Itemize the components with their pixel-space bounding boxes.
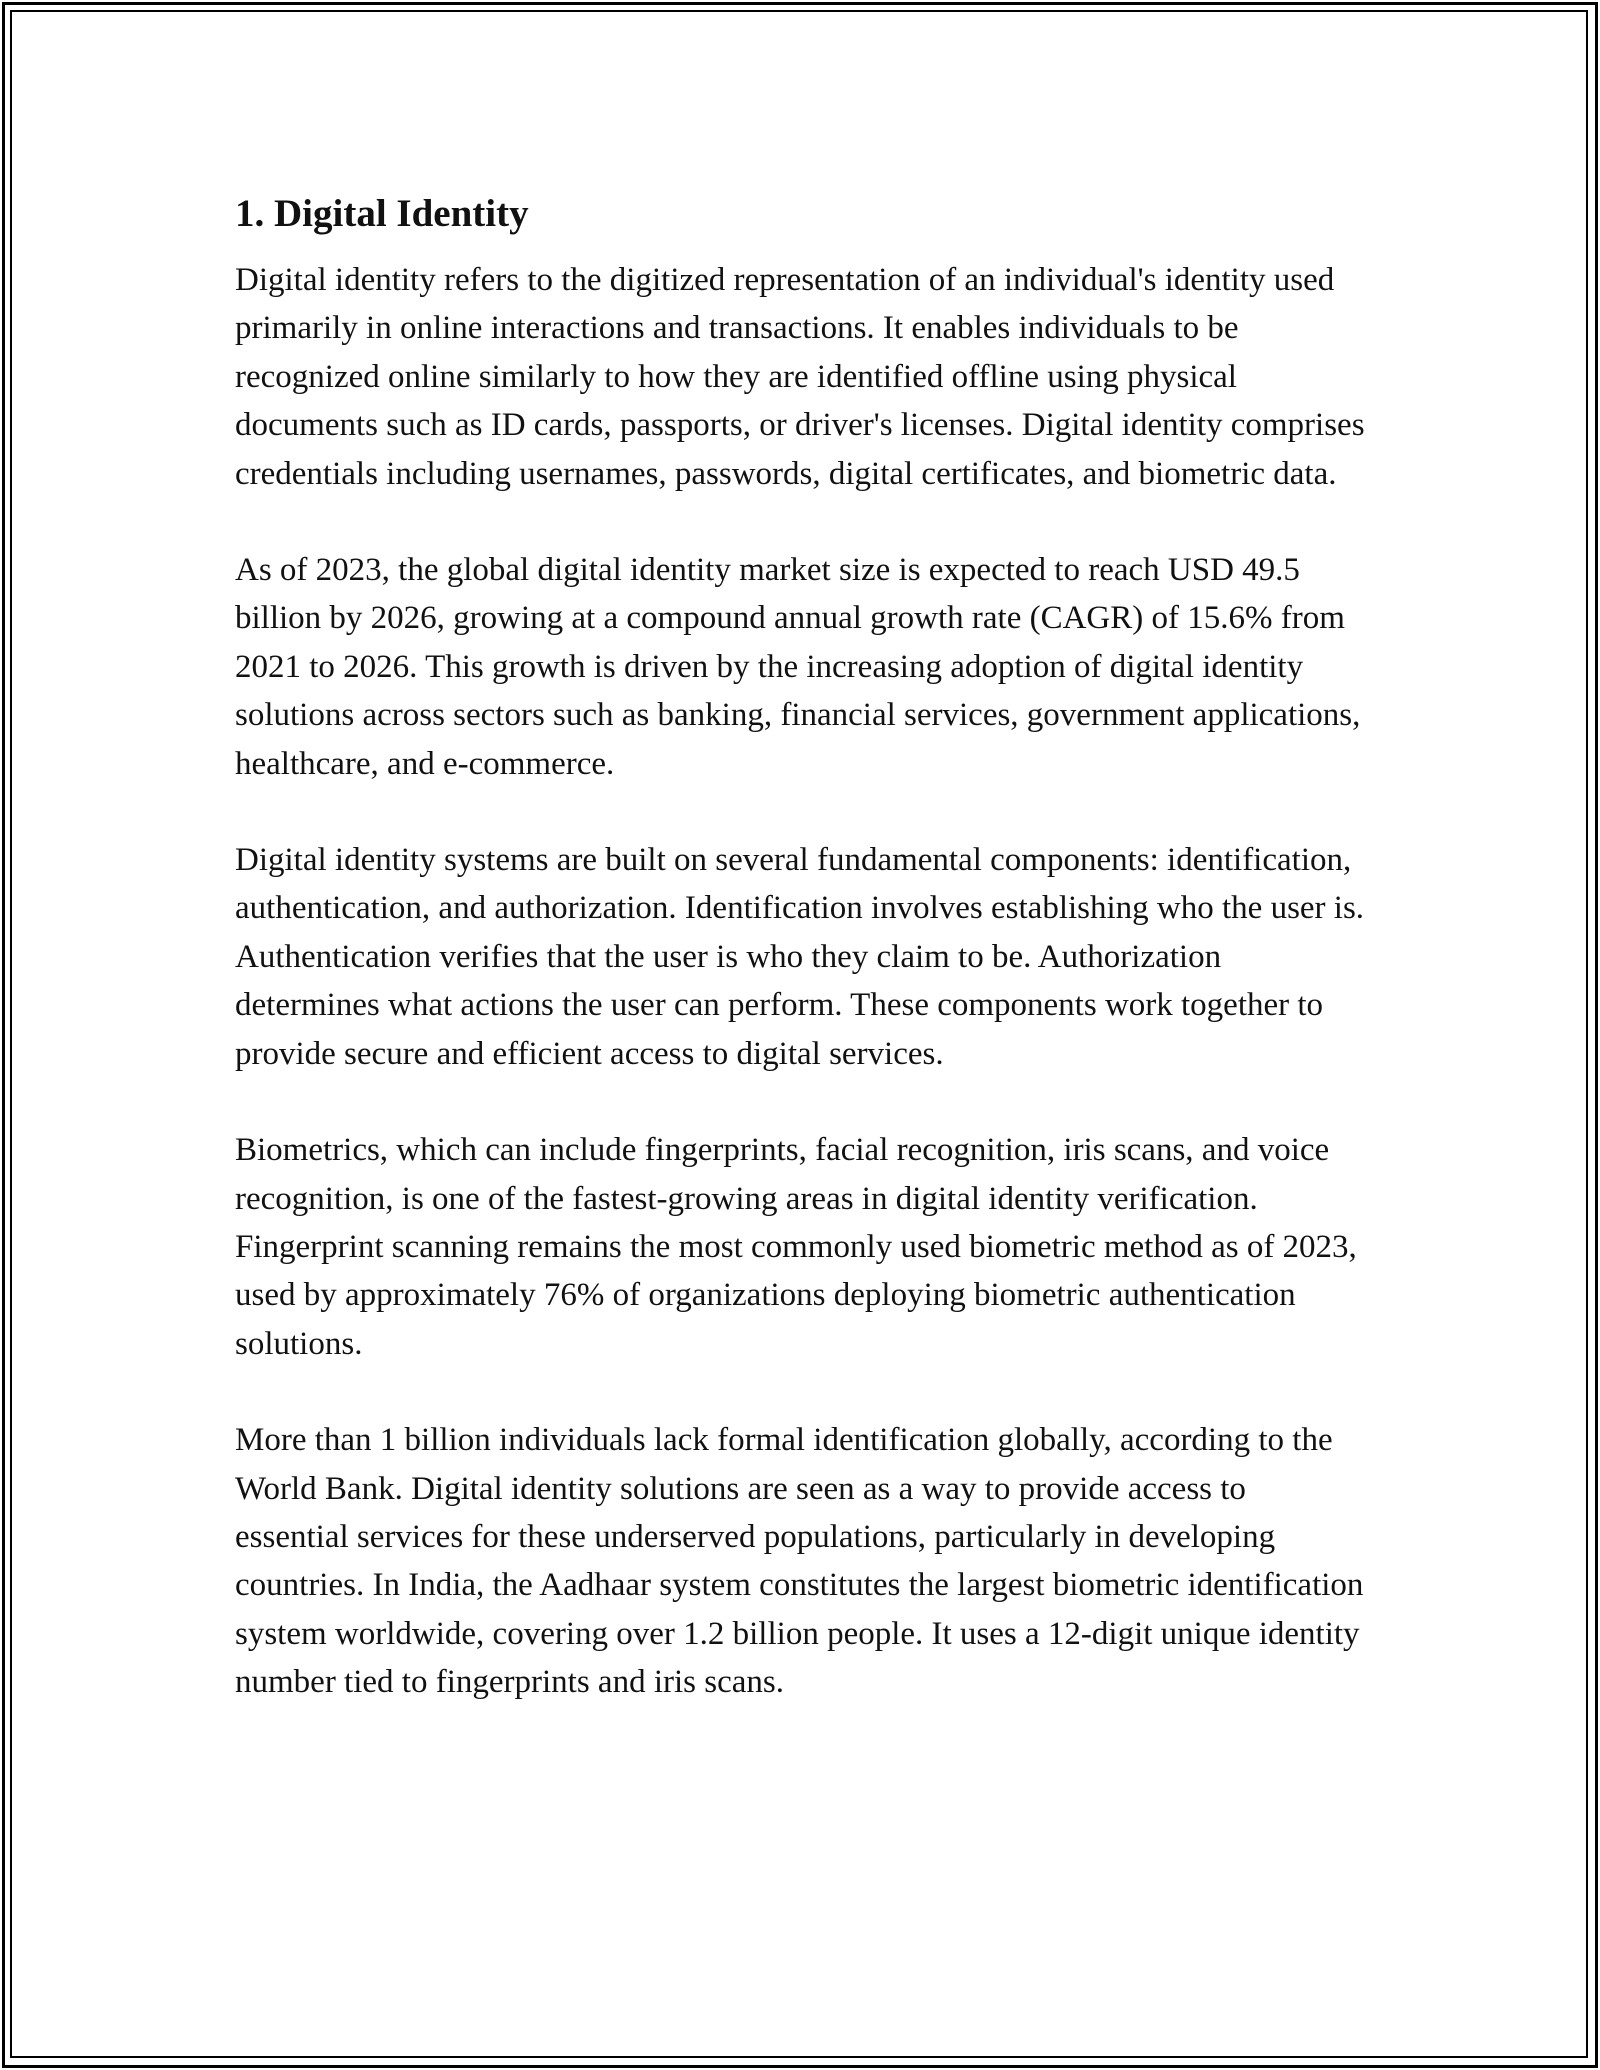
paragraph-components: Digital identity systems are built on several fundamental components: identification, authentication, and authorization. Identification involves establishing who the user is. Authentication verifies that the user is who they claim to be. Authorization determines what actions the user can perform. These components work together to provide secure and efficient access to digital services.: [235, 842, 1365, 1072]
paragraph-market-size: As of 2023, the global digital identity market size is expected to reach USD 49.5 billion by 2026, growing at a compound annual growth rate (CAGR) of 15.6% from 2021 to 2026. This growth is driven by the increasing adoption of digital identity solutions across sectors such as banking, financial services, government applications, healthcare, and e-commerce.: [235, 552, 1361, 782]
section-heading: 1. Digital Identity: [235, 192, 529, 235]
paragraph-definition: Digital identity refers to the digitized representation of an individual's identity used primarily in online interactions and transactions. It enables individuals to be recognized online similarly to how they are identified offline using physical documents such as ID cards, passports, or driver's licenses. Digital identity comprises credentials including usernames, passwords, digital certificates, and biometric data.: [235, 262, 1365, 492]
paragraph-inclusion: More than 1 billion individuals lack formal identification globally, according to the World Bank. Digital identity solutions are seen as a way to provide access to essential services for these underserved populations, particularly in developing countries. In India, the Aadhaar system constitutes the largest biometric identification system worldwide, covering over 1.2 billion people. It uses a 12-digit unique identity number tied to fingerprints and iris scans.: [235, 1422, 1364, 1701]
paragraph-biometrics: Biometrics, which can include fingerprints, facial recognition, iris scans, and voice recognition, is one of the fastest-growing areas in digital identity verification. Fingerprint scanning remains the most commonly used biometric method as of 2023, used by approximately 76% of organizations deploying biometric authentication solutions.: [235, 1132, 1357, 1362]
document-body: [235, 186, 1365, 1755]
